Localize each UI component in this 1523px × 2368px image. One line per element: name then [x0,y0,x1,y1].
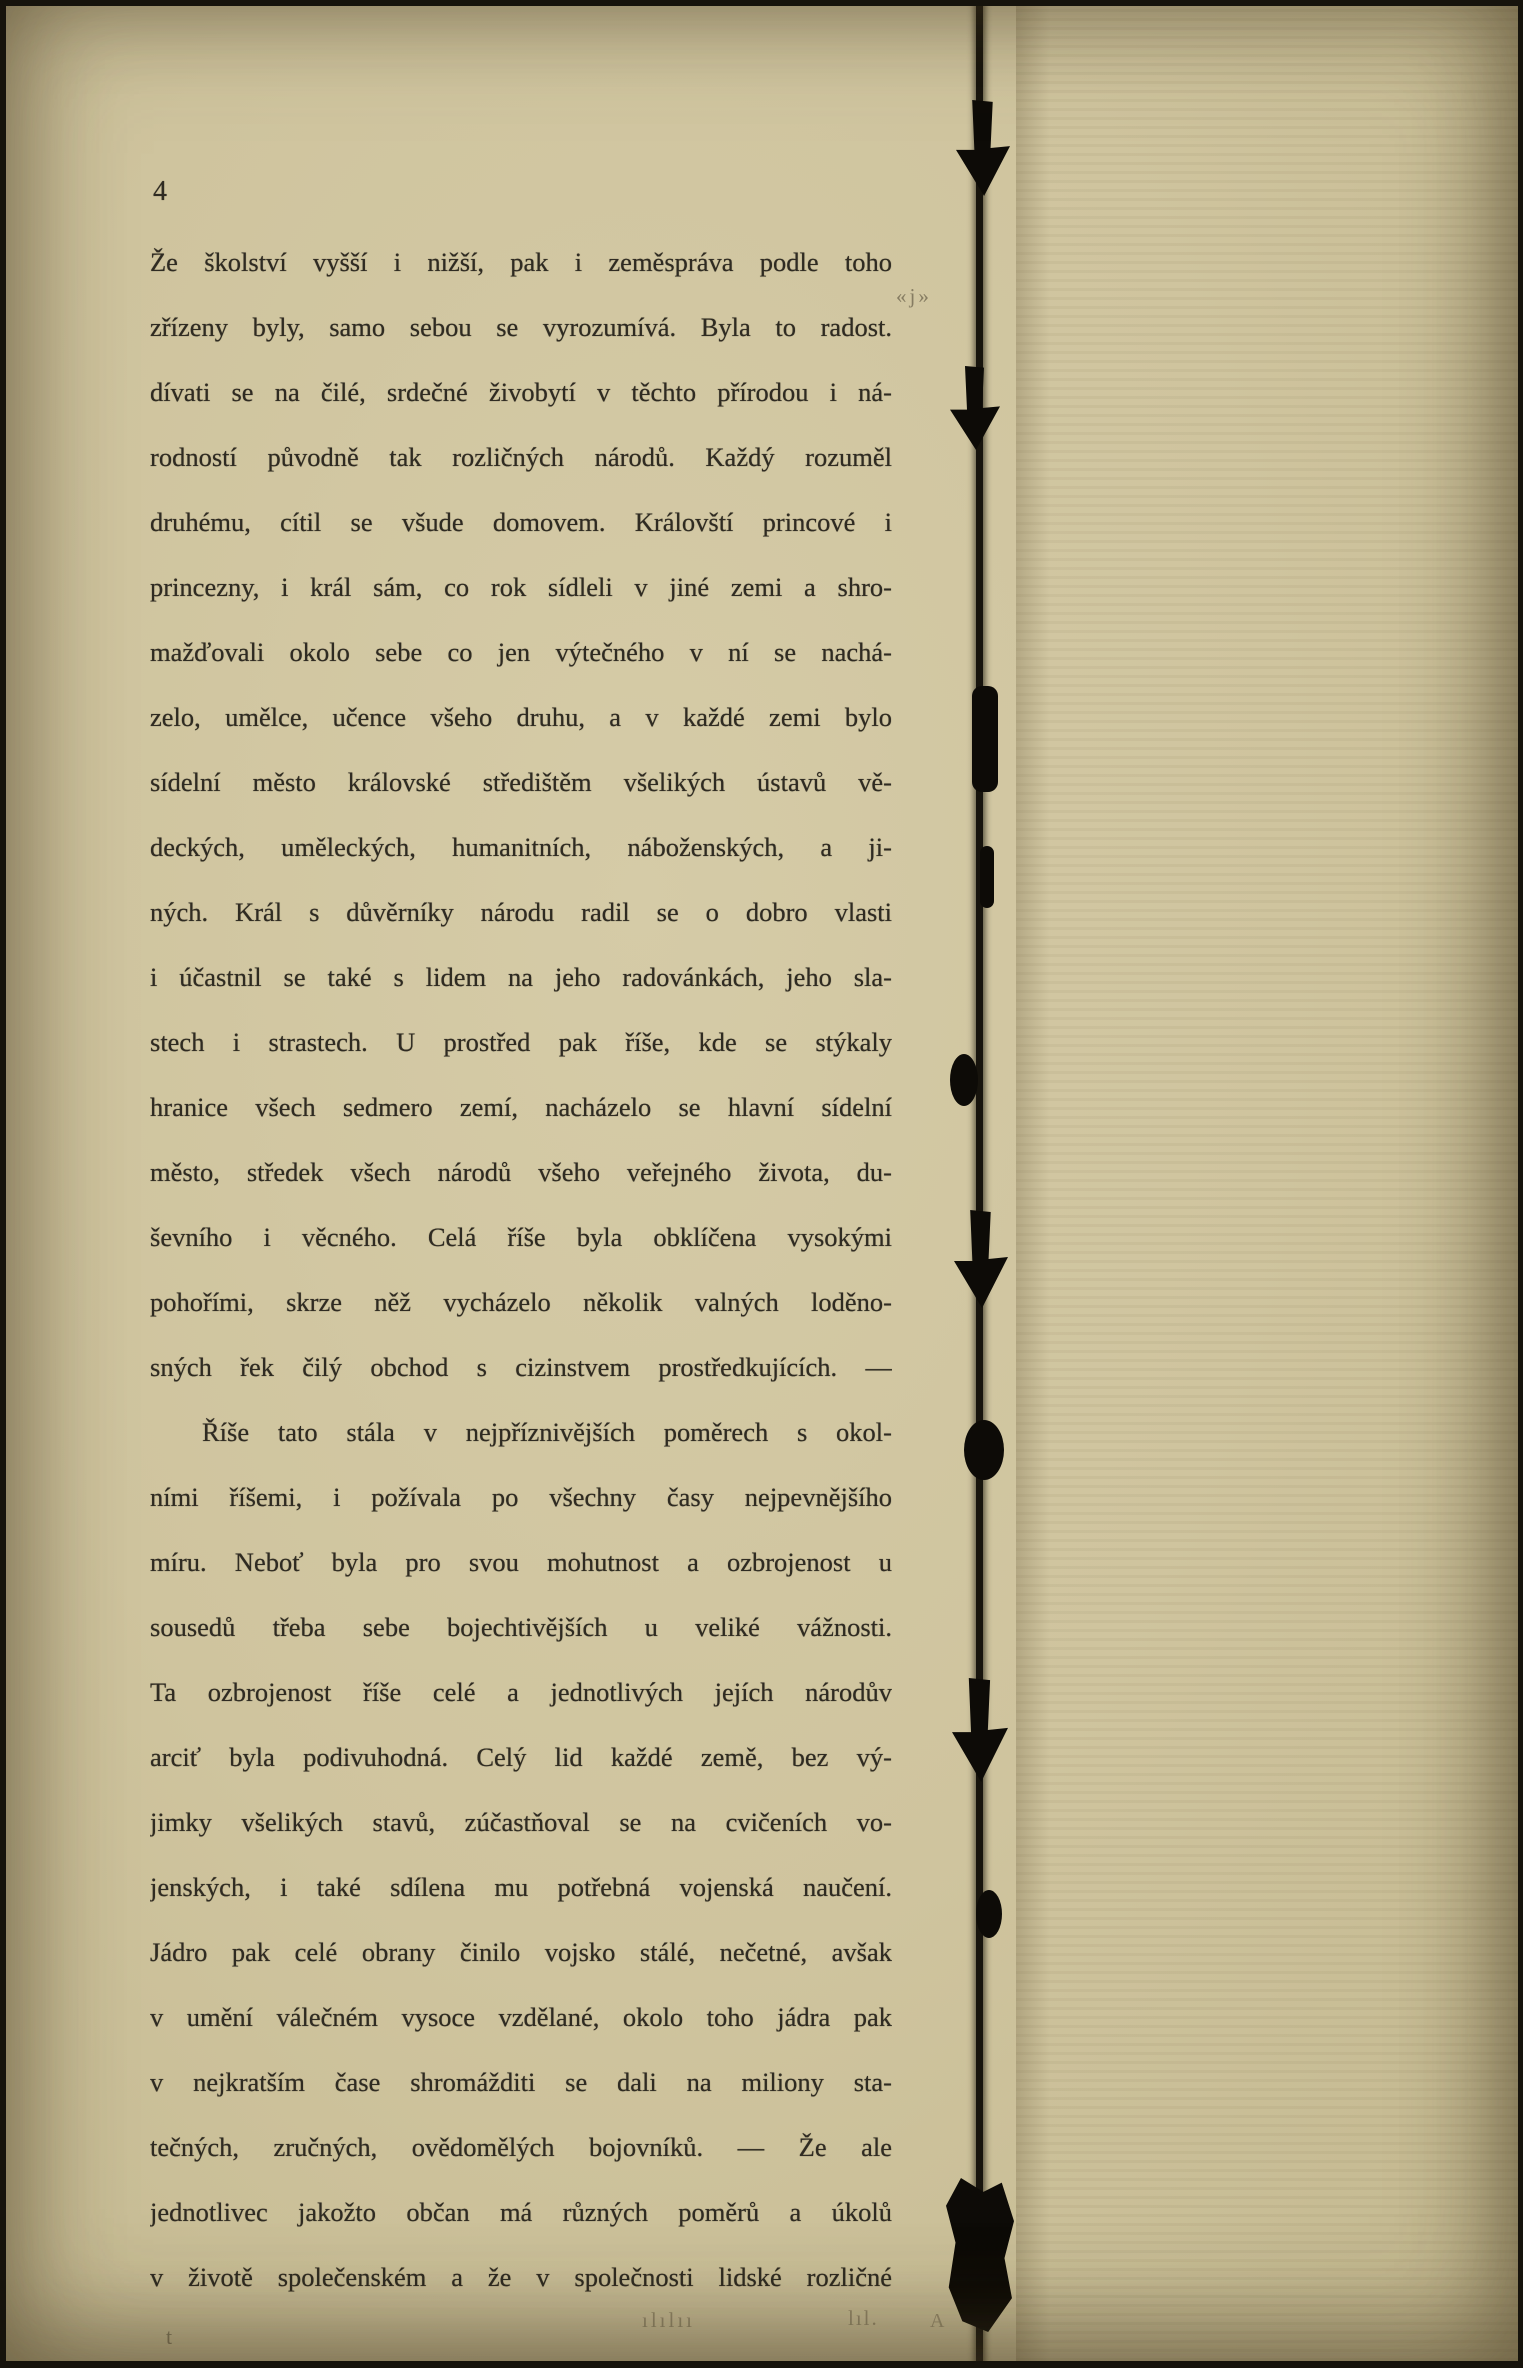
ink-blot [950,1054,978,1106]
text-line: Ta ozbrojenost říše celé a jednotlivých jejích národův [150,1677,892,1707]
scan-frame-top [0,0,1523,6]
text-line: zelo, umělce, učence všeho druhu, a v každé zemi bylo [150,702,892,732]
text-line: druhému, cítil se všude domovem. Královští princové i [150,507,892,537]
text-line: pohořími, skrze něž vycházelo několik valných loděno- [150,1287,892,1317]
text-line: jenských, i také sdílena mu potřebná vojenská naučení. [150,1872,892,1902]
text-line: v životě společenském a že v společnosti lidské rozličné [150,2262,892,2292]
text-line: Jádro pak celé obrany činilo vojsko stálé, nečetné, avšak [150,1937,892,1967]
ink-blot [972,686,998,792]
text-line: město, středek všech národů všeho veřejného života, du- [150,1157,892,1187]
scan-frame-bottom [0,2361,1523,2368]
ink-blot [952,1678,1008,1782]
page-text [150,230,892,2310]
text-line: zřízeny byly, samo sebou se vyrozumívá. Byla to radost. [150,312,892,342]
ink-blot [956,100,1010,196]
bleed-mark: t [166,2324,173,2349]
text-line: jimky všelikých stavů, zúčastňoval se na cvičeních vo- [150,1807,892,1837]
bleed-mark: ılılıı [642,2308,696,2332]
text-line: arciť byla podivuhodná. Celý lid každé země, bez vý- [150,1742,892,1772]
ink-blot [954,1210,1008,1308]
text-line: míru. Neboť byla pro svou mohutnost a ozbrojenost u [150,1547,892,1577]
adjacent-page-edge [1016,0,1523,2368]
text-line: princezny, i král sám, co rok sídleli v jiné zemi a shro- [150,572,892,602]
bleed-mark: A [930,2310,945,2332]
ink-blot [980,846,994,908]
ink-blot [976,1890,1002,1938]
binding-shadow-line [976,0,983,2368]
text-line: Říše tato stála v nejpříznivějších poměrech s okol- [202,1417,892,1447]
ink-blot [964,1420,1004,1480]
text-line: sídelní město královské středištěm všelikých ústavů vě- [150,767,892,797]
bleed-mark: lıl. [848,2306,879,2330]
text-line: i účastnil se také s lidem na jeho radovánkách, jeho sla- [150,962,892,992]
text-line: stech i strastech. U prostřed pak říše, kde se stýkaly [150,1027,892,1057]
text-line: jednotlivec jakožto občan má různých poměrů a úkolů [150,2197,892,2227]
bleed-mark: «j» [896,284,932,308]
scan-frame-left [0,0,6,2368]
text-line: ných. Král s důvěrníky národu radil se o dobro vlasti [150,897,892,927]
text-line: deckých, uměleckých, humanitních, náboženských, a ji- [150,832,892,862]
text-line: dívati se na čilé, srdečné živobytí v těchto přírodou i ná- [150,377,892,407]
text-line: ševního i věcného. Celá říše byla obklíčena vysokými [150,1222,892,1252]
text-line: rodností původně tak rozličných národů. Každý rozuměl [150,442,892,472]
text-line: sných řek čilý obchod s cizinstvem prostředkujících. — [150,1352,892,1382]
ink-blot [946,2178,1014,2332]
text-line: hranice všech sedmero zemí, nacházelo se hlavní sídelní [150,1092,892,1122]
text-line: mažďovali okolo sebe co jen výtečného v ní se nachá- [150,637,892,667]
text-line: v nejkratším čase shromážditi se dali na miliony sta- [150,2067,892,2097]
text-line: Že školství vyšší i nižší, pak i zeměspráva podle toho [150,247,892,277]
ink-blot [950,366,1000,450]
text-line: v umění válečném vysoce vzdělané, okolo toho jádra pak [150,2002,892,2032]
text-line: ními říšemi, i požívala po všechny časy nejpevnějšího [150,1482,892,1512]
scan-frame-right [1518,0,1523,2368]
text-line: sousedů třeba sebe bojechtivějších u veliké vážnosti. [150,1612,892,1642]
page-number: 4 [153,176,167,207]
text-line: tečných, zručných, ovědomělých bojovníků. — Že ale [150,2132,892,2162]
